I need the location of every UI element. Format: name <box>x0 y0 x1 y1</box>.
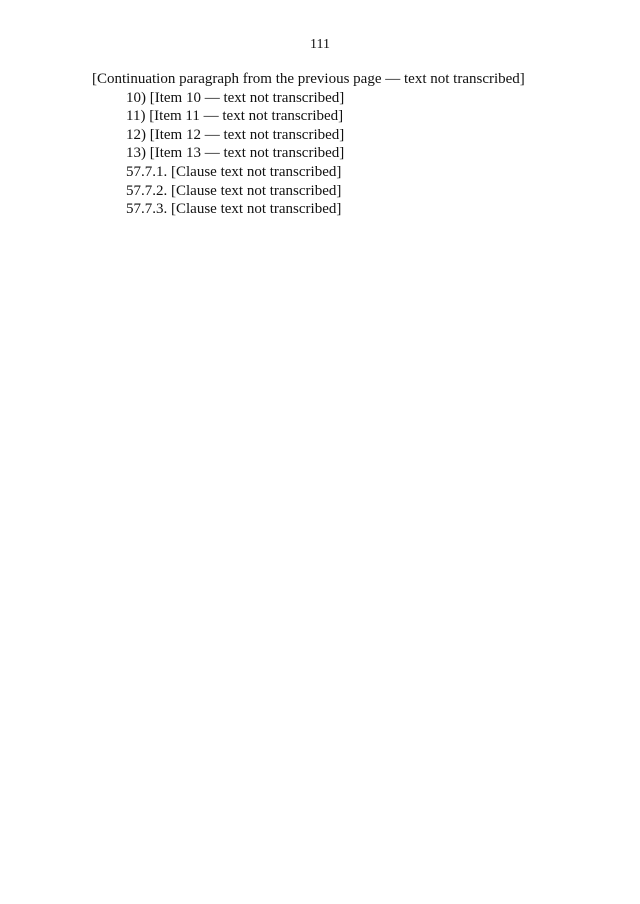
paragraph-continuation: [Continuation paragraph from the previous page — text not transcribed] <box>92 71 525 87</box>
page-number: 111 <box>310 37 330 52</box>
paragraph-item-13: 13) [Item 13 — text not transcribed] <box>126 145 345 162</box>
document-body <box>92 70 614 219</box>
paragraph-clause-57-7-2: 57.7.2. [Clause text not transcribed] <box>126 182 342 199</box>
paragraph-clause-57-7-1: 57.7.1. [Clause text not transcribed] <box>126 163 342 180</box>
paragraph-item-12: 12) [Item 12 — text not transcribed] <box>126 126 345 143</box>
paragraph-item-11: 11) [Item 11 — text not transcribed] <box>126 108 344 125</box>
paragraph-clause-57-7-3: 57.7.3. [Clause text not transcribed] <box>126 201 342 218</box>
paragraph-item-10: 10) [Item 10 — text not transcribed] <box>126 89 345 106</box>
